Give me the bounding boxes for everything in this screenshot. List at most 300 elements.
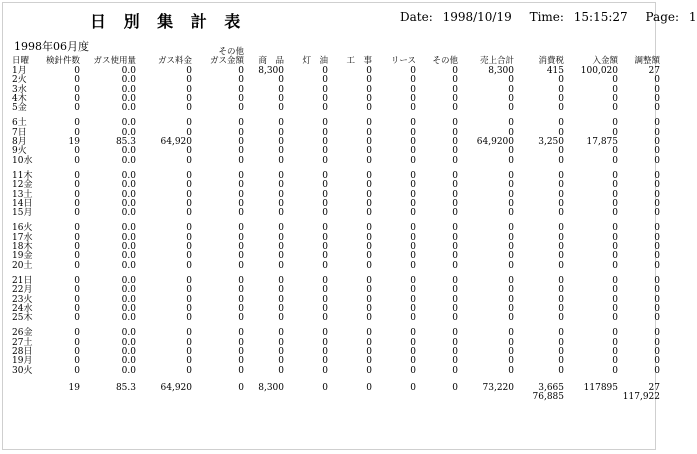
day-cell: 20土	[12, 260, 33, 271]
day-cell: 19月	[12, 356, 33, 367]
value-cell: 0	[612, 103, 618, 114]
value-cell: 0	[558, 155, 564, 166]
value-cell: 0	[508, 275, 514, 286]
value-cell: 0	[322, 127, 328, 138]
value-cell: 0	[278, 232, 284, 243]
value-cell: 0	[238, 93, 244, 104]
value-cell: 0	[508, 180, 514, 191]
value-cell: 0	[322, 251, 328, 262]
value-cell: 0	[452, 347, 458, 358]
value-cell: 0.0	[121, 303, 136, 314]
value-cell: 0	[452, 242, 458, 253]
value-cell: 0	[366, 242, 372, 253]
value-cell: 0	[322, 198, 328, 209]
value-cell: 0	[612, 75, 618, 86]
value-cell: 0	[238, 382, 244, 393]
value-cell: 0	[612, 313, 618, 324]
column-header: 入金額	[592, 56, 618, 66]
value-cell: 0	[186, 260, 192, 271]
value-cell: 0	[322, 75, 328, 86]
value-cell: 0	[612, 356, 618, 367]
value-cell: 0	[238, 155, 244, 166]
value-cell: 0	[278, 198, 284, 209]
column-header: 売上合計	[479, 56, 514, 66]
column-header: その他 ガス金額	[209, 47, 244, 66]
value-cell: 0	[612, 223, 618, 234]
page-label: Page:	[645, 10, 680, 24]
value-cell: 0	[322, 155, 328, 166]
value-cell: 0	[366, 66, 372, 76]
value-cell: 0	[186, 275, 192, 286]
value-cell: 0	[278, 103, 284, 114]
value-cell: 0	[74, 285, 80, 296]
value-cell: 0	[186, 127, 192, 138]
value-cell: 0	[612, 155, 618, 166]
value-cell: 0	[612, 208, 618, 219]
table-row	[12, 157, 660, 166]
value-cell: 0	[186, 337, 192, 348]
value-cell: 0	[366, 198, 372, 209]
value-cell: 0	[238, 208, 244, 219]
value-cell: 0	[186, 356, 192, 367]
day-cell: 26金	[12, 328, 33, 339]
value-cell: 0	[186, 155, 192, 166]
value-cell: 0.0	[121, 189, 136, 200]
value-cell: 0	[558, 103, 564, 114]
value-cell: 0	[238, 84, 244, 95]
value-cell: 8,300	[258, 382, 284, 393]
value-cell: 0	[74, 223, 80, 234]
date-label: Date:	[400, 10, 433, 24]
value-cell: 0	[74, 232, 80, 243]
value-cell: 0	[654, 137, 660, 148]
value-cell: 0	[322, 303, 328, 314]
value-cell: 0	[322, 66, 328, 76]
value-cell: 0	[452, 328, 458, 339]
value-cell: 0.0	[121, 260, 136, 271]
day-cell: 5金	[12, 103, 27, 114]
value-cell: 0	[452, 208, 458, 219]
value-cell: 0	[278, 180, 284, 191]
value-cell: 64,920	[160, 137, 192, 148]
value-cell: 0	[278, 84, 284, 95]
value-cell: 0	[238, 223, 244, 234]
value-cell: 0	[452, 75, 458, 86]
value-cell: 0	[508, 155, 514, 166]
day-cell: 28日	[12, 347, 33, 358]
day-cell: 1月	[12, 66, 27, 76]
value-cell: 0	[366, 260, 372, 271]
value-cell: 0.0	[121, 313, 136, 324]
value-cell: 0	[322, 242, 328, 253]
value-cell: 0	[410, 223, 416, 234]
value-cell: 0	[410, 365, 416, 376]
value-cell: 0	[558, 251, 564, 262]
value-cell: 0	[322, 208, 328, 219]
value-cell: 0	[186, 198, 192, 209]
value-cell: 0	[366, 103, 372, 114]
value-cell: 100,020	[580, 66, 618, 76]
value-cell: 0	[452, 180, 458, 191]
value-cell: 0	[186, 347, 192, 358]
value-cell: 0	[322, 328, 328, 339]
value-cell: 0	[452, 189, 458, 200]
value-cell: 0	[74, 347, 80, 358]
value-cell: 0	[612, 347, 618, 358]
value-cell: 0	[410, 84, 416, 95]
value-cell: 0	[654, 275, 660, 286]
value-cell: 0	[558, 180, 564, 191]
value-cell: 0.0	[121, 275, 136, 286]
value-cell: 0	[322, 118, 328, 129]
value-cell: 0	[508, 198, 514, 209]
value-cell: 0	[410, 93, 416, 104]
value-cell: 0	[654, 365, 660, 376]
value-cell: 0	[410, 303, 416, 314]
value-cell: 0	[238, 313, 244, 324]
value-cell: 0	[410, 294, 416, 305]
value-cell: 0.0	[121, 180, 136, 191]
day-cell: 11木	[12, 170, 33, 181]
value-cell: 0	[508, 337, 514, 348]
value-cell: 0	[654, 313, 660, 324]
value-cell: 0	[74, 356, 80, 367]
report-title: 日 別 集 計 表	[90, 12, 247, 31]
value-cell: 8,300	[258, 66, 284, 76]
day-cell: 19金	[12, 251, 33, 262]
value-cell: 0	[654, 294, 660, 305]
value-cell: 0	[186, 189, 192, 200]
value-cell: 0	[508, 328, 514, 339]
value-cell: 0	[238, 303, 244, 314]
value-cell: 0	[186, 208, 192, 219]
value-cell: 0	[654, 103, 660, 114]
value-cell: 0	[508, 208, 514, 219]
value-cell: 0	[410, 328, 416, 339]
value-cell: 0	[410, 170, 416, 181]
value-cell: 0	[558, 275, 564, 286]
value-cell: 0	[74, 303, 80, 314]
value-cell: 0	[322, 137, 328, 148]
day-cell: 27土	[12, 337, 33, 348]
value-cell: 0	[508, 232, 514, 243]
value-cell: 0	[322, 180, 328, 191]
value-cell: 0	[366, 127, 372, 138]
value-cell: 0	[186, 303, 192, 314]
daily-summary-table	[12, 48, 660, 403]
value-cell: 0.0	[121, 93, 136, 104]
value-cell: 0	[558, 127, 564, 138]
report-header	[400, 10, 697, 24]
day-cell: 13土	[12, 189, 33, 200]
value-cell: 17,875	[586, 137, 618, 148]
value-cell: 0	[278, 75, 284, 86]
value-cell: 0	[278, 275, 284, 286]
value-cell: 0	[74, 337, 80, 348]
value-cell: 0	[508, 242, 514, 253]
value-cell: 0	[452, 93, 458, 104]
value-cell: 0.0	[121, 155, 136, 166]
value-cell: 0	[654, 337, 660, 348]
value-cell: 0	[654, 242, 660, 253]
value-cell: 0	[278, 313, 284, 324]
value-cell: 0	[612, 260, 618, 271]
day-cell: 14日	[12, 198, 33, 209]
value-cell: 0	[612, 189, 618, 200]
value-cell: 0	[366, 146, 372, 157]
value-cell: 0	[452, 356, 458, 367]
value-cell: 0	[558, 260, 564, 271]
value-cell: 0	[238, 275, 244, 286]
value-cell: 0	[186, 66, 192, 76]
value-cell: 0	[366, 118, 372, 129]
value-cell: 0	[558, 285, 564, 296]
value-cell: 0.0	[121, 242, 136, 253]
day-cell	[12, 376, 36, 403]
value-cell: 0	[654, 223, 660, 234]
value-cell: 0	[410, 155, 416, 166]
value-cell: 0	[322, 223, 328, 234]
value-cell: 19	[68, 382, 80, 393]
value-cell: 0	[410, 356, 416, 367]
value-cell: 0	[654, 146, 660, 157]
value-cell: 0	[654, 260, 660, 271]
value-cell: 0.0	[121, 347, 136, 358]
value-cell: 85.3	[115, 137, 136, 148]
value-cell: 0	[410, 313, 416, 324]
value-cell: 0	[74, 66, 80, 76]
value-cell: 0	[410, 260, 416, 271]
value-cell: 0	[452, 198, 458, 209]
day-cell: 6土	[12, 118, 27, 129]
value-cell: 0	[558, 294, 564, 305]
value-cell: 0	[238, 137, 244, 148]
value-cell: 0	[74, 328, 80, 339]
value-cell: 0	[238, 180, 244, 191]
value-cell: 0	[186, 118, 192, 129]
value-cell: 0	[508, 251, 514, 262]
value-cell: 0.0	[121, 66, 136, 76]
value-cell: 85.3	[115, 382, 136, 393]
value-cell: 0	[558, 93, 564, 104]
value-cell: 0	[452, 294, 458, 305]
value-cell: 0	[612, 251, 618, 262]
value-cell: 0	[612, 303, 618, 314]
value-cell: 0.0	[121, 118, 136, 129]
value-cell: 0	[508, 365, 514, 376]
value-cell: 0	[238, 198, 244, 209]
value-cell: 0	[508, 356, 514, 367]
value-cell: 64,9200	[476, 137, 514, 148]
value-cell: 0	[558, 146, 564, 157]
value-cell: 0	[238, 66, 244, 76]
value-cell: 64,920	[160, 382, 192, 393]
value-cell: 0	[410, 242, 416, 253]
date-value: 1998/10/19	[442, 10, 512, 24]
value-cell: 0	[612, 127, 618, 138]
value-cell: 0	[452, 251, 458, 262]
value-cell: 0	[452, 118, 458, 129]
value-cell: 0	[654, 251, 660, 262]
value-cell: 0	[278, 223, 284, 234]
value-cell: 0	[186, 146, 192, 157]
day-cell: 24水	[12, 303, 33, 314]
value-cell: 0	[74, 260, 80, 271]
value-cell: 0	[366, 180, 372, 191]
value-cell: 0	[410, 347, 416, 358]
value-cell: 0	[654, 303, 660, 314]
value-cell: 0	[322, 382, 328, 393]
value-cell: 0	[452, 223, 458, 234]
value-cell: 0	[278, 170, 284, 181]
value-cell: 0	[74, 242, 80, 253]
day-cell: 16火	[12, 223, 33, 234]
value-cell: 0	[508, 146, 514, 157]
value-cell: 0	[508, 313, 514, 324]
value-cell: 0	[654, 356, 660, 367]
value-cell: 0	[278, 347, 284, 358]
value-cell: 0	[238, 365, 244, 376]
column-header: ガス使用量	[93, 56, 136, 66]
value-cell: 0	[366, 223, 372, 234]
value-cell: 0	[278, 251, 284, 262]
grand-total-value: 76,885	[532, 392, 564, 403]
value-cell: 0	[322, 93, 328, 104]
value-cell: 0	[612, 328, 618, 339]
value-cell: 0	[508, 260, 514, 271]
column-header: 日曜	[12, 56, 30, 66]
value-cell: 0	[238, 146, 244, 157]
value-cell: 0	[322, 337, 328, 348]
table-row	[12, 314, 660, 323]
value-cell: 0	[74, 294, 80, 305]
value-cell: 0	[74, 93, 80, 104]
value-cell: 0	[238, 103, 244, 114]
value-cell: 0	[278, 189, 284, 200]
value-cell: 0	[410, 198, 416, 209]
value-cell: 0	[558, 75, 564, 86]
value-cell: 0	[322, 170, 328, 181]
value-cell: 0.0	[121, 356, 136, 367]
value-cell: 0.0	[121, 223, 136, 234]
value-cell: 0	[558, 208, 564, 219]
value-cell: 0.0	[121, 208, 136, 219]
value-cell: 0	[654, 285, 660, 296]
table-header-row	[12, 48, 660, 67]
value-cell: 0	[322, 146, 328, 157]
value-cell: 0	[452, 313, 458, 324]
value-cell: 0	[410, 127, 416, 138]
value-cell: 0	[654, 170, 660, 181]
value-cell: 0	[612, 118, 618, 129]
value-cell: 0.0	[121, 127, 136, 138]
value-cell: 0	[452, 275, 458, 286]
value-cell: 0	[508, 103, 514, 114]
day-cell: 17水	[12, 232, 33, 243]
value-cell: 0	[410, 103, 416, 114]
value-cell: 0	[410, 337, 416, 348]
value-cell: 0	[186, 84, 192, 95]
value-cell: 0	[238, 242, 244, 253]
value-cell: 0	[186, 313, 192, 324]
value-cell: 0	[558, 337, 564, 348]
value-cell: 19	[68, 137, 80, 148]
value-cell: 0.0	[121, 75, 136, 86]
value-cell: 0	[74, 208, 80, 219]
value-cell: 0	[508, 223, 514, 234]
column-header: 工 事	[346, 56, 372, 66]
value-cell: 0	[238, 251, 244, 262]
value-cell: 0.0	[121, 198, 136, 209]
value-cell: 0	[186, 93, 192, 104]
value-cell: 0	[74, 365, 80, 376]
value-cell: 0	[366, 303, 372, 314]
day-cell: 22月	[12, 285, 33, 296]
value-cell: 0	[558, 118, 564, 129]
value-cell: 0.0	[121, 170, 136, 181]
value-cell: 0	[508, 170, 514, 181]
value-cell: 0	[452, 260, 458, 271]
value-cell: 0	[558, 198, 564, 209]
value-cell: 0.0	[121, 294, 136, 305]
value-cell: 0	[558, 232, 564, 243]
value-cell: 0	[654, 347, 660, 358]
day-cell: 9火	[12, 146, 27, 157]
value-cell: 0	[278, 242, 284, 253]
value-cell: 0	[654, 93, 660, 104]
value-cell: 0	[654, 328, 660, 339]
value-cell: 0.0	[121, 84, 136, 95]
value-cell: 0	[612, 198, 618, 209]
value-cell: 0	[410, 189, 416, 200]
value-cell: 0	[238, 127, 244, 138]
value-cell: 0	[612, 294, 618, 305]
value-cell: 0	[74, 180, 80, 191]
value-cell: 0	[322, 313, 328, 324]
value-cell: 0	[186, 75, 192, 86]
value-cell: 0	[410, 75, 416, 86]
value-cell: 0	[186, 103, 192, 114]
column-header: 調整額	[634, 56, 660, 66]
value-cell: 0	[452, 127, 458, 138]
value-cell: 0	[186, 285, 192, 296]
day-cell: 8月	[12, 137, 27, 148]
column-header: 検針件数	[45, 56, 80, 66]
value-cell: 0	[366, 84, 372, 95]
value-cell: 0	[612, 180, 618, 191]
value-cell: 0	[74, 251, 80, 262]
value-cell: 0	[278, 208, 284, 219]
value-cell: 0	[452, 170, 458, 181]
value-cell: 0	[410, 285, 416, 296]
value-cell: 0	[508, 93, 514, 104]
value-cell: 0	[238, 170, 244, 181]
value-cell: 0	[452, 103, 458, 114]
value-cell: 0	[322, 347, 328, 358]
value-cell: 0	[366, 313, 372, 324]
value-cell: 0	[654, 155, 660, 166]
day-cell: 23火	[12, 294, 33, 305]
value-cell: 73,220	[482, 382, 514, 393]
value-cell: 0	[238, 189, 244, 200]
value-cell: 0	[366, 285, 372, 296]
value-cell: 0	[322, 356, 328, 367]
value-cell: 0	[508, 127, 514, 138]
value-cell: 0	[410, 180, 416, 191]
value-cell: 0	[654, 198, 660, 209]
day-cell: 21日	[12, 275, 33, 286]
value-cell: 0	[558, 242, 564, 253]
